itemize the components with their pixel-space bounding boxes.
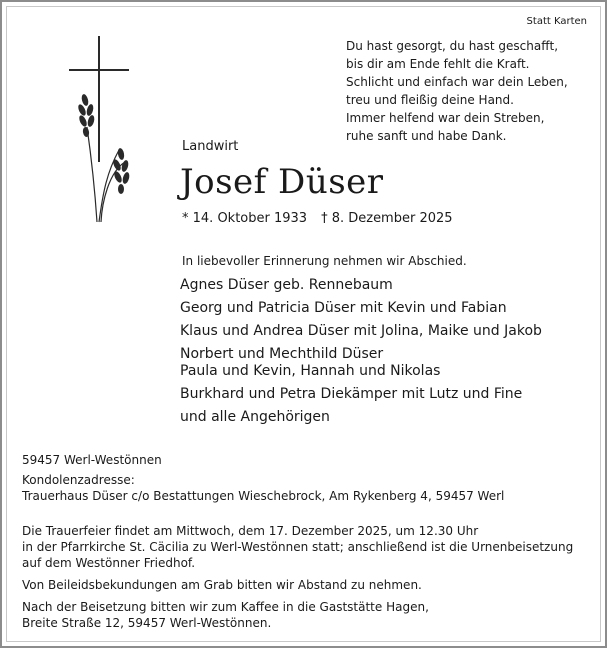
life-dates bbox=[182, 211, 453, 226]
poem bbox=[346, 37, 568, 145]
funeral-line: auf dem Westönner Friedhof. bbox=[22, 556, 196, 570]
condolence-address: Trauerhaus Düser c/o Bestattungen Wieschebrock, Am Rykenberg 4, 59457 Werl bbox=[22, 489, 505, 503]
death-date: † 8. Dezember 2025 bbox=[321, 211, 453, 226]
funeral-line: Die Trauerfeier findet am Mittwoch, dem 17. Dezember 2025, um 12.30 Uhr bbox=[22, 524, 479, 538]
poem-line: Schlicht und einfach war dein Leben, bbox=[346, 75, 568, 89]
poem-line: treu und fleißig deine Hand. bbox=[346, 93, 514, 107]
condolence-request: Von Beileidsbekundungen am Grab bitten wir Abstand zu nehmen. bbox=[22, 578, 422, 592]
poem-line: Du hast gesorgt, du hast geschafft, bbox=[346, 39, 559, 53]
poem-line: ruhe sanft und habe Dank. bbox=[346, 129, 507, 143]
mourner-line: Norbert und Mechthild Düser bbox=[180, 346, 384, 362]
poem-line: Immer helfend war dein Streben, bbox=[346, 111, 545, 125]
coffee-line: Breite Straße 12, 59457 Werl-Westönnen. bbox=[22, 616, 272, 630]
coffee-notice bbox=[22, 599, 429, 631]
funeral-notice bbox=[22, 523, 573, 571]
mourners-list bbox=[180, 277, 542, 425]
mourner-line: Agnes Düser geb. Rennebaum bbox=[180, 277, 393, 293]
mourner-line: Paula und Kevin, Hannah und Nikolas bbox=[180, 363, 441, 379]
funeral-line: in der Pfarrkirche St. Cäcilia zu Werl-Westönnen statt; anschließend ist die Urnenbeisetzung bbox=[22, 540, 574, 554]
condolence-label: Kondolenzadresse: bbox=[22, 473, 135, 487]
mourner-line: Georg und Patricia Düser mit Kevin und Fabian bbox=[180, 300, 507, 316]
coffee-line: Nach der Beisetzung bitten wir zum Kaffee in die Gaststätte Hagen, bbox=[22, 600, 429, 614]
mourner-line: und alle Angehörigen bbox=[180, 409, 330, 425]
profession: Landwirt bbox=[182, 139, 239, 154]
statt-karten-label: Statt Karten bbox=[526, 16, 587, 27]
mourner-line: Burkhard und Petra Diekämper mit Lutz und Fine bbox=[180, 386, 523, 402]
place: 59457 Werl-Westönnen bbox=[22, 453, 162, 467]
deceased-name: Josef Düser bbox=[180, 162, 384, 202]
poem-line: bis dir am Ende fehlt die Kraft. bbox=[346, 57, 530, 71]
birth-date: * 14. Oktober 1933 bbox=[182, 211, 308, 226]
mourner-line: Klaus und Andrea Düser mit Jolina, Maike und Jakob bbox=[180, 323, 542, 339]
cross-with-wheat-icon bbox=[57, 32, 147, 227]
farewell-intro: In liebevoller Erinnerung nehmen wir Abschied. bbox=[182, 254, 467, 268]
